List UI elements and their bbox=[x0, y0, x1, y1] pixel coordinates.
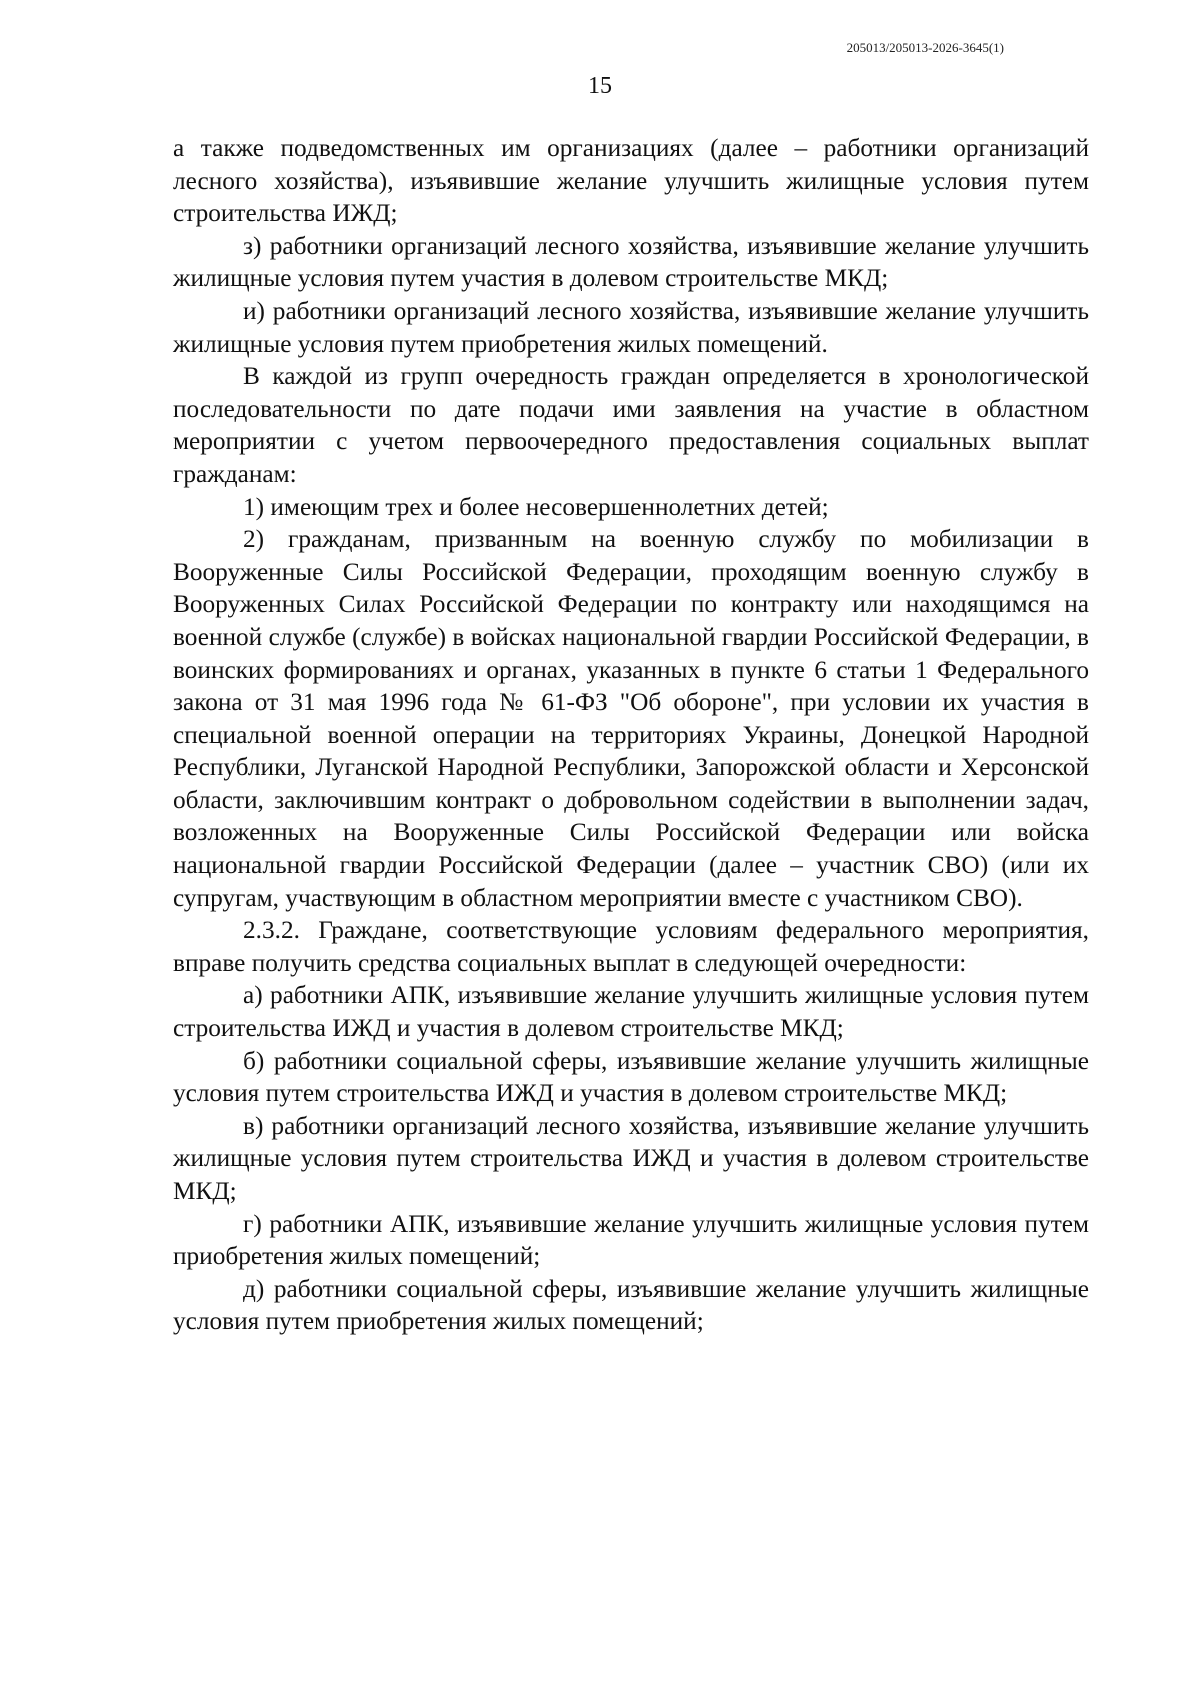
document-body bbox=[173, 132, 1089, 1338]
paragraph: д) работники социальной сферы, изъявившие желание улучшить жилищные условия путем приобретения жилых помещений; bbox=[173, 1274, 1089, 1336]
paragraph: з) работники организаций лесного хозяйства, изъявившие желание улучшить жилищные условия путем участия в долевом строительстве МКД; bbox=[173, 231, 1089, 293]
paragraph: в) работники организаций лесного хозяйства, изъявившие желание улучшить жилищные условия путем строительства ИЖД и участия в долевом строительстве МКД; bbox=[173, 1111, 1089, 1205]
paragraph: г) работники АПК, изъявившие желание улучшить жилищные условия путем приобретения жилых помещений; bbox=[173, 1209, 1089, 1271]
paragraph: а также подведомственных им организациях (далее – работники организаций лесного хозяйства), изъявившие желание улучшить жилищные условия путем строительства ИЖД; bbox=[173, 134, 1089, 228]
paragraph: В каждой из групп очередность граждан определяется в хронологической последовательности по дате подачи ими заявления на участие в областном мероприятии с учетом первоочередного предоставления социальных выплат гражданам: bbox=[173, 362, 1089, 488]
page-number: 15 bbox=[588, 73, 612, 99]
paragraph: б) работники социальной сферы, изъявившие желание улучшить жилищные условия путем строительства ИЖД и участия в долевом строительстве МКД; bbox=[173, 1046, 1089, 1108]
paragraph: и) работники организаций лесного хозяйства, изъявившие желание улучшить жилищные условия путем приобретения жилых помещений. bbox=[173, 296, 1089, 358]
paragraph: 2.3.2. Граждане, соответствующие условиям федерального мероприятия, вправе получить средства социальных выплат в следующей очередности: bbox=[173, 916, 1089, 977]
paragraph: 2) гражданам, призванным на военную службу по мобилизации в Вооруженные Силы Российской Федерации, проходящим военную службу в Вооруженных Силах Российской Федерации по контракту или находящимся на военной службе (службе) в войсках национальной гвардии Российской Федерации, в воинских формированиях и органах, указанных в пункте 6 статьи 1 Федерального закона от 31 мая 1996 года № 61-ФЗ "Об обороне", при условии их участия в специальной военной операции на территориях Украины, Донецкой Народной Республики, Луганской Народной Республики, Запорожской области и Херсонской области, заключившим контракт о добровольном содействии в выполнении задач, возложенных на Вооруженные Силы Российской Федерации или войска национальной гвардии Российской Федерации (далее – участник СВО) (или их супругам, участвующим в областном мероприятии вместе с участником СВО). bbox=[173, 525, 1089, 912]
document-id: 205013/205013-2026-3645(1) bbox=[846, 40, 1004, 55]
paragraph: а) работники АПК, изъявившие желание улучшить жилищные условия путем строительства ИЖД и участия в долевом строительстве МКД; bbox=[173, 981, 1089, 1043]
paragraph: 1) имеющим трех и более несовершеннолетних детей; bbox=[243, 492, 829, 521]
